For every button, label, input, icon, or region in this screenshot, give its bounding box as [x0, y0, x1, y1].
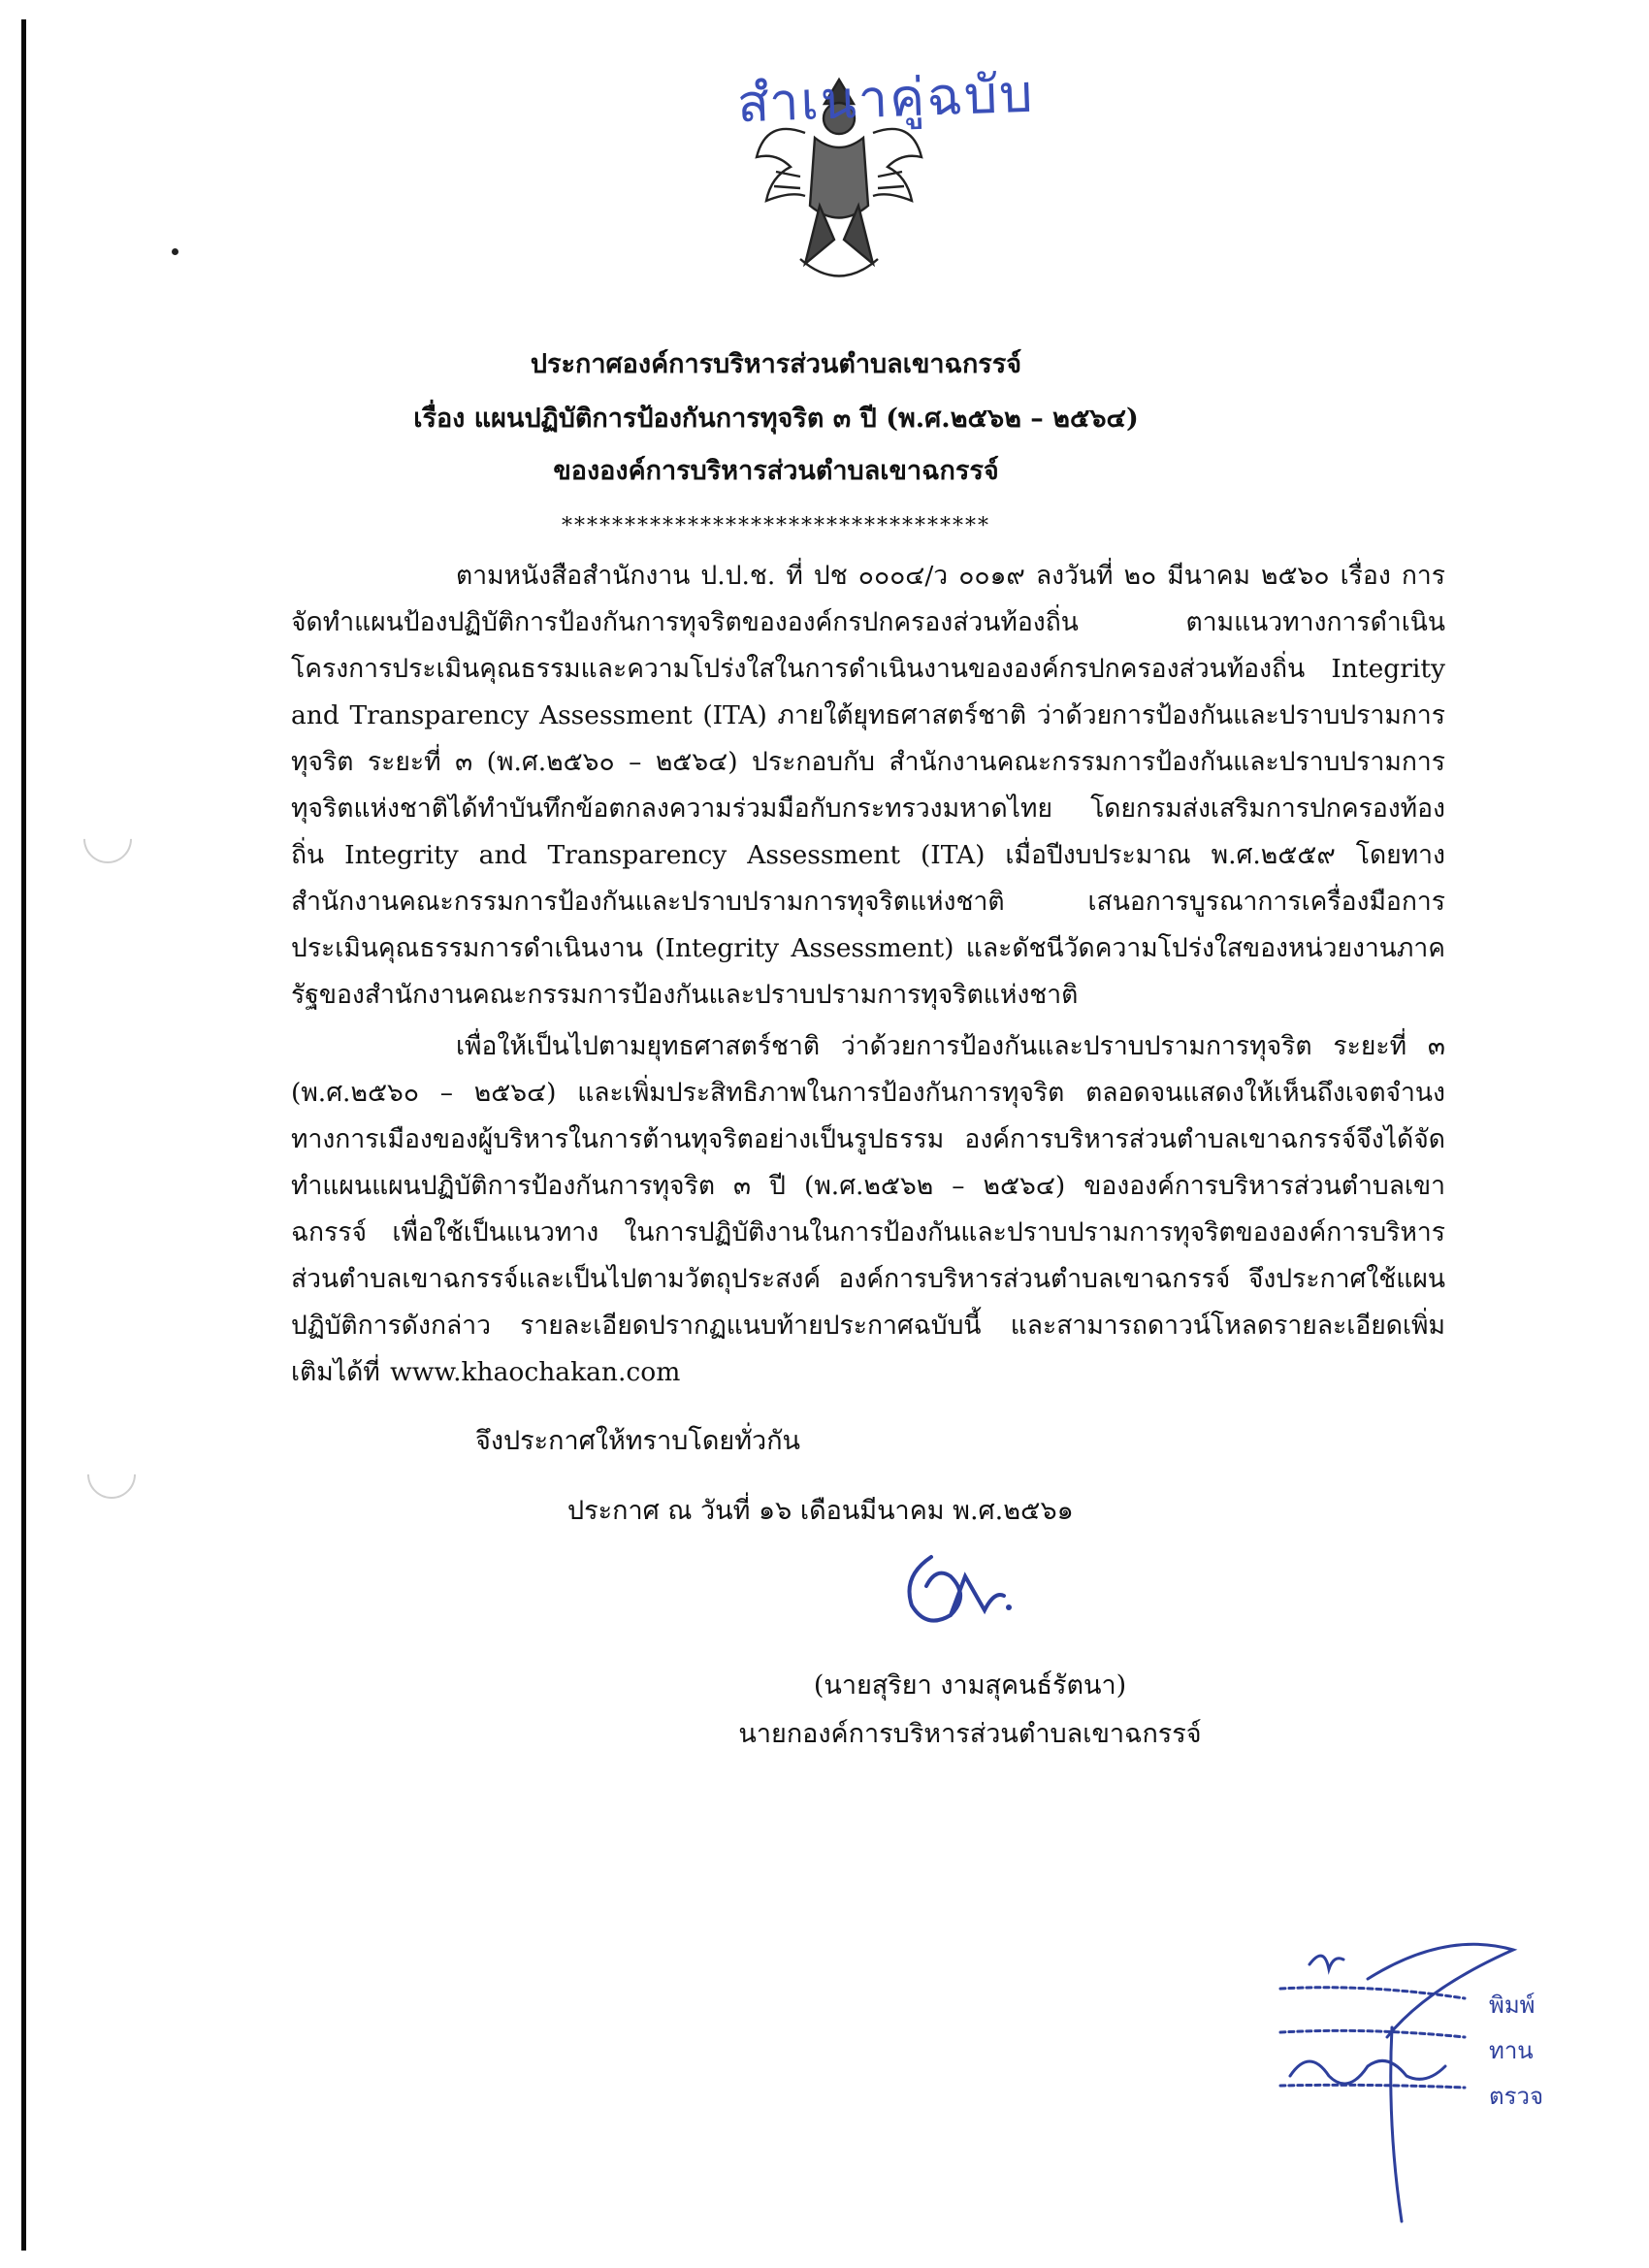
- title-line-1: ประกาศองค์การบริหารส่วนตำบลเขาฉกรรจ์: [530, 349, 1022, 379]
- title-separator: **********************************: [562, 514, 990, 538]
- title-line-2: เรื่อง แผนปฏิบัติการป้องกันการทุจริต ๓ ปี (พ.ศ.๒๕๖๒ – ๒๕๖๔): [413, 404, 1139, 434]
- initials-typed-label: พิมพ์: [1489, 1992, 1536, 2019]
- punch-hole-mark: [78, 1441, 146, 1509]
- closing-announcement: จึงประกาศให้ทราบโดยทั่วกัน: [475, 1426, 800, 1456]
- handwritten-signature: [892, 1538, 1028, 1644]
- scan-speck: [172, 248, 178, 255]
- paragraph-1-text: ตามหนังสือสำนักงาน ป.ป.ช. ที่ ปช ๐๐๐๔/ว ๐๐๑๙ ลงวันที่ ๒๐ มีนาคม ๒๕๖๐ เรื่อง การจัดทำแผนป้องปฏิบัติการป้องกันการทุจริตขององค์กรปกครองส่วนท้องถิ่น ตามแนวทางการดำเนินโครงการประเมินคุณธรรมและความโปร่งใสในการดำเนินงานขององค์กรปกครองส่วนท้องถิ่น Integrity and Transparency Assessment (ITA) ภายใต้ยุทธศาสตร์ชาติ ว่าด้วยการป้องกันและปราบปรามการทุจริต ระยะที่ ๓ (พ.ศ.๒๕๖๐ – ๒๕๖๔) ประกอบกับ สำนักงานคณะกรรมการป้องกันและปราบปรามการทุจริตแห่งชาติได้ทำบันทึกข้อตกลงความร่วมมือกับกระทรวงมหาดไทย โดยกรมส่งเสริมการปกครองท้องถิ่น Integrity and Transparency Assessment (ITA) เมื่อปีงบประมาณ พ.ศ.๒๕๕๙ โดยทางสำนักงานคณะกรรมการป้องกันและปราบปรามการทุจริตแห่งชาติ เสนอการบูรณาการเครื่องมือการประเมินคุณธรรมการดำเนินงาน (Integrity Assessment) และดัชนีวัดความโปร่งใสของหน่วยงานภาครัฐของสำนักงานคณะกรรมการป้องกันและปราบปรามการทุจริตแห่งชาติ: [291, 561, 1445, 1010]
- announcement-date: ประกาศ ณ วันที่ ๑๖ เดือนมีนาคม พ.ศ.๒๕๖๑: [567, 1496, 1074, 1526]
- scan-edge-shadow: [21, 19, 26, 2251]
- initials-reviewed-label: ทาน: [1489, 2037, 1534, 2064]
- punch-hole-mark: [74, 805, 143, 874]
- paragraph-2-text: เพื่อให้เป็นไปตามยุทธศาสตร์ชาติ ว่าด้วยการป้องกันและปราบปรามการทุจริต ระยะที่ ๓ (พ.ศ.๒๕๖๐ – ๒๕๖๔) และเพิ่มประสิทธิภาพในการป้องกันการทุจริต ตลอดจนแสดงให้เห็นถึงเจตจำนงทางการเมืองของผู้บริหารในการต้านทุจริตอย่างเป็นรูปธรรม องค์การบริหารส่วนตำบลเขาฉกรรจ์จึงได้จัดทำแผนแผนปฏิบัติการป้องกันการทุจริต ๓ ปี (พ.ศ.๒๕๖๒ – ๒๕๖๔) ขององค์การบริหารส่วนตำบลเขาฉกรรจ์ เพื่อใช้เป็นแนวทาง ในการปฏิบัติงานในการป้องกันและปราบปรามการทุจริตขององค์การบริหารส่วนตำบลเขาฉกรรจ์และเป็นไปตามวัตถุประสงค์ องค์การบริหารส่วนตำบลเขาฉกรรจ์ จึงประกาศใช้แผนปฏิบัติการดังกล่าว รายละเอียดปรากฏแนบท้ายประกาศฉบับนี้ และสามารถดาวน์โหลดรายละเอียดเพิ่มเติมได้ที่ www.khaochakan.com: [291, 1031, 1445, 1387]
- initials-checked-label: ตรวจ: [1489, 2083, 1544, 2110]
- title-line-3: ขององค์การบริหารส่วนตำบลเขาฉกรรจ์: [553, 456, 999, 486]
- signatory-name: (นายสุริยา งามสุคนธ์รัตนา): [813, 1670, 1127, 1701]
- paragraph-2: [291, 1023, 1445, 1396]
- signatory-position: นายกองค์การบริหารส่วนตำบลเขาฉกรรจ์: [738, 1719, 1202, 1749]
- copy-stamp: สำเนาคู่ฉบับ: [736, 62, 1036, 135]
- paragraph-1: [291, 553, 1445, 1019]
